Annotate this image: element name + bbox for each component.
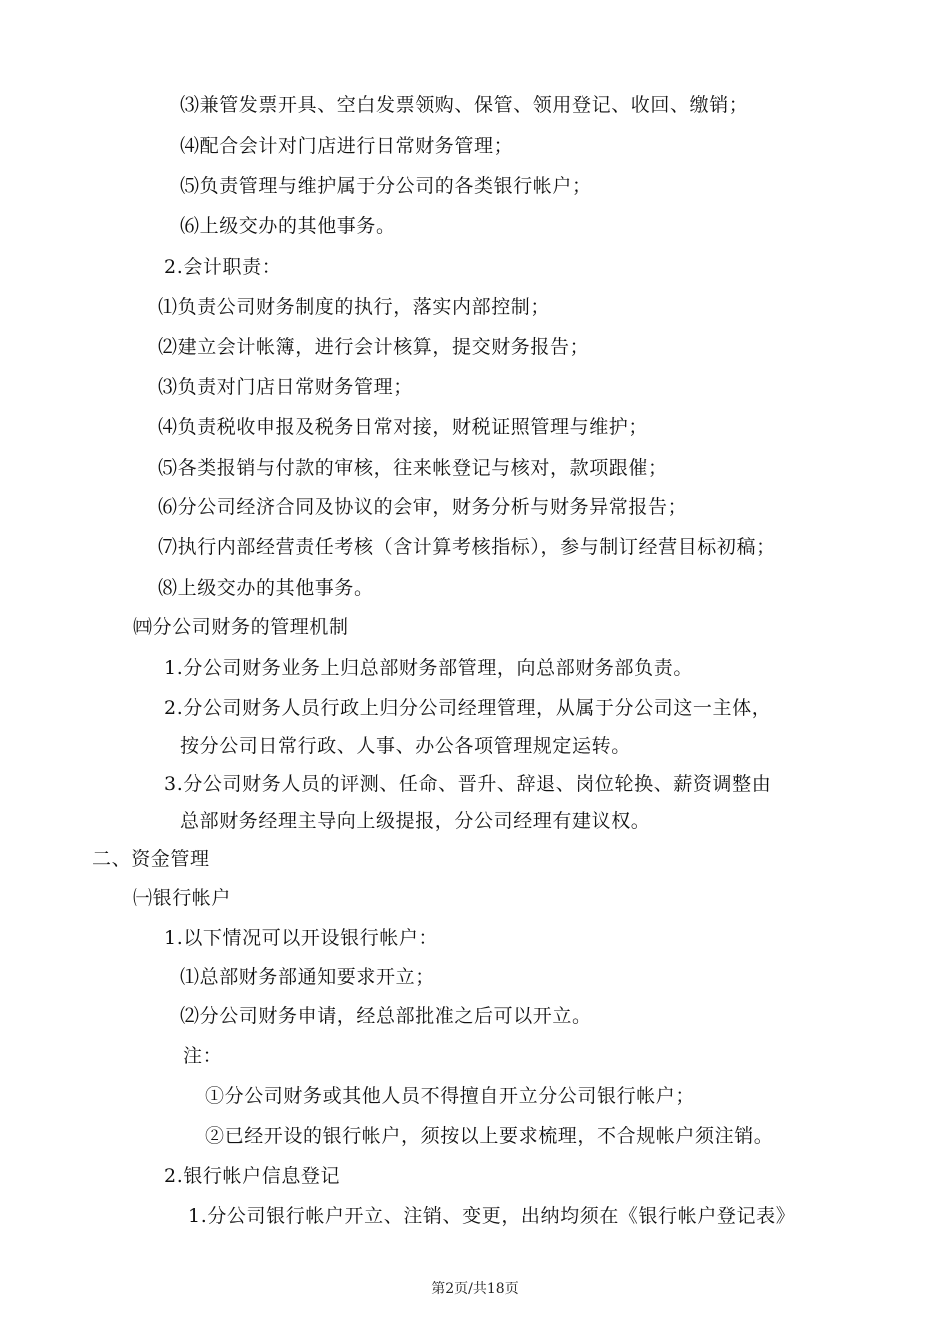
text-line: ⑸负责管理与维护属于分公司的各类银行帐户； (180, 175, 592, 197)
text-line: ②已经开设的银行帐户，须按以上要求梳理，不合规帐户须注销。 (205, 1125, 774, 1147)
text-line: ⑵分公司财务申请，经总部批准之后可以开立。 (180, 1005, 592, 1027)
text-line: ⑴总部财务部通知要求开立； (180, 966, 435, 988)
text-line: 按分公司日常行政、人事、办公各项管理规定运转。 (180, 735, 631, 757)
text-line: ⑻上级交办的其他事务。 (158, 577, 374, 599)
text-line: 2.银行帐户信息登记 (164, 1165, 341, 1187)
text-line: ①分公司财务或其他人员不得擅自开立分公司银行帐户； (205, 1085, 696, 1107)
page-number-footer: 第2页/共18页 (431, 1281, 519, 1297)
text-line: ⑹分公司经济合同及协议的会审，财务分析与财务异常报告； (158, 496, 688, 518)
section-heading: ㈣分公司财务的管理机制 (133, 616, 349, 638)
text-line: ⑵建立会计帐簿，进行会计核算，提交财务报告； (158, 336, 590, 358)
text-line: 2.分公司财务人员行政上归分公司经理管理，从属于分公司这一主体， (164, 697, 772, 719)
text-line: ⑷配合会计对门店进行日常财务管理； (180, 135, 514, 157)
text-line: 2.会计职责： (164, 256, 282, 278)
text-line: ⑶兼管发票开具、空白发票领购、保管、领用登记、收回、缴销； (180, 94, 749, 116)
text-line: ⑶负责对门店日常财务管理； (158, 376, 413, 398)
text-line: 1.分公司财务业务上归总部财务部管理，向总部财务部负责。 (164, 657, 693, 679)
text-line: ⑴负责公司财务制度的执行，落实内部控制； (158, 296, 551, 318)
text-line: 1.分公司银行帐户开立、注销、变更，出纳均须在《银行帐户登记表》 (188, 1205, 796, 1227)
section-heading: ㈠银行帐户 (133, 887, 232, 909)
text-line: 3.分公司财务人员的评测、任命、晋升、辞退、岗位轮换、薪资调整由 (164, 773, 772, 795)
chapter-heading: 二、资金管理 (92, 848, 210, 870)
text-line: ⑺执行内部经营责任考核（含计算考核指标），参与制订经营目标初稿； (158, 536, 776, 558)
text-line: ⑸各类报销与付款的审核，往来帐登记与核对，款项跟催； (158, 457, 668, 479)
text-line: 总部财务经理主导向上级提报，分公司经理有建议权。 (180, 810, 651, 832)
text-line: ⑹上级交办的其他事务。 (180, 215, 396, 237)
text-line: 1.以下情况可以开设银行帐户： (164, 927, 439, 949)
note-label: 注： (183, 1045, 223, 1067)
text-line: ⑷负责税收申报及税务日常对接，财税证照管理与维护； (158, 416, 649, 438)
